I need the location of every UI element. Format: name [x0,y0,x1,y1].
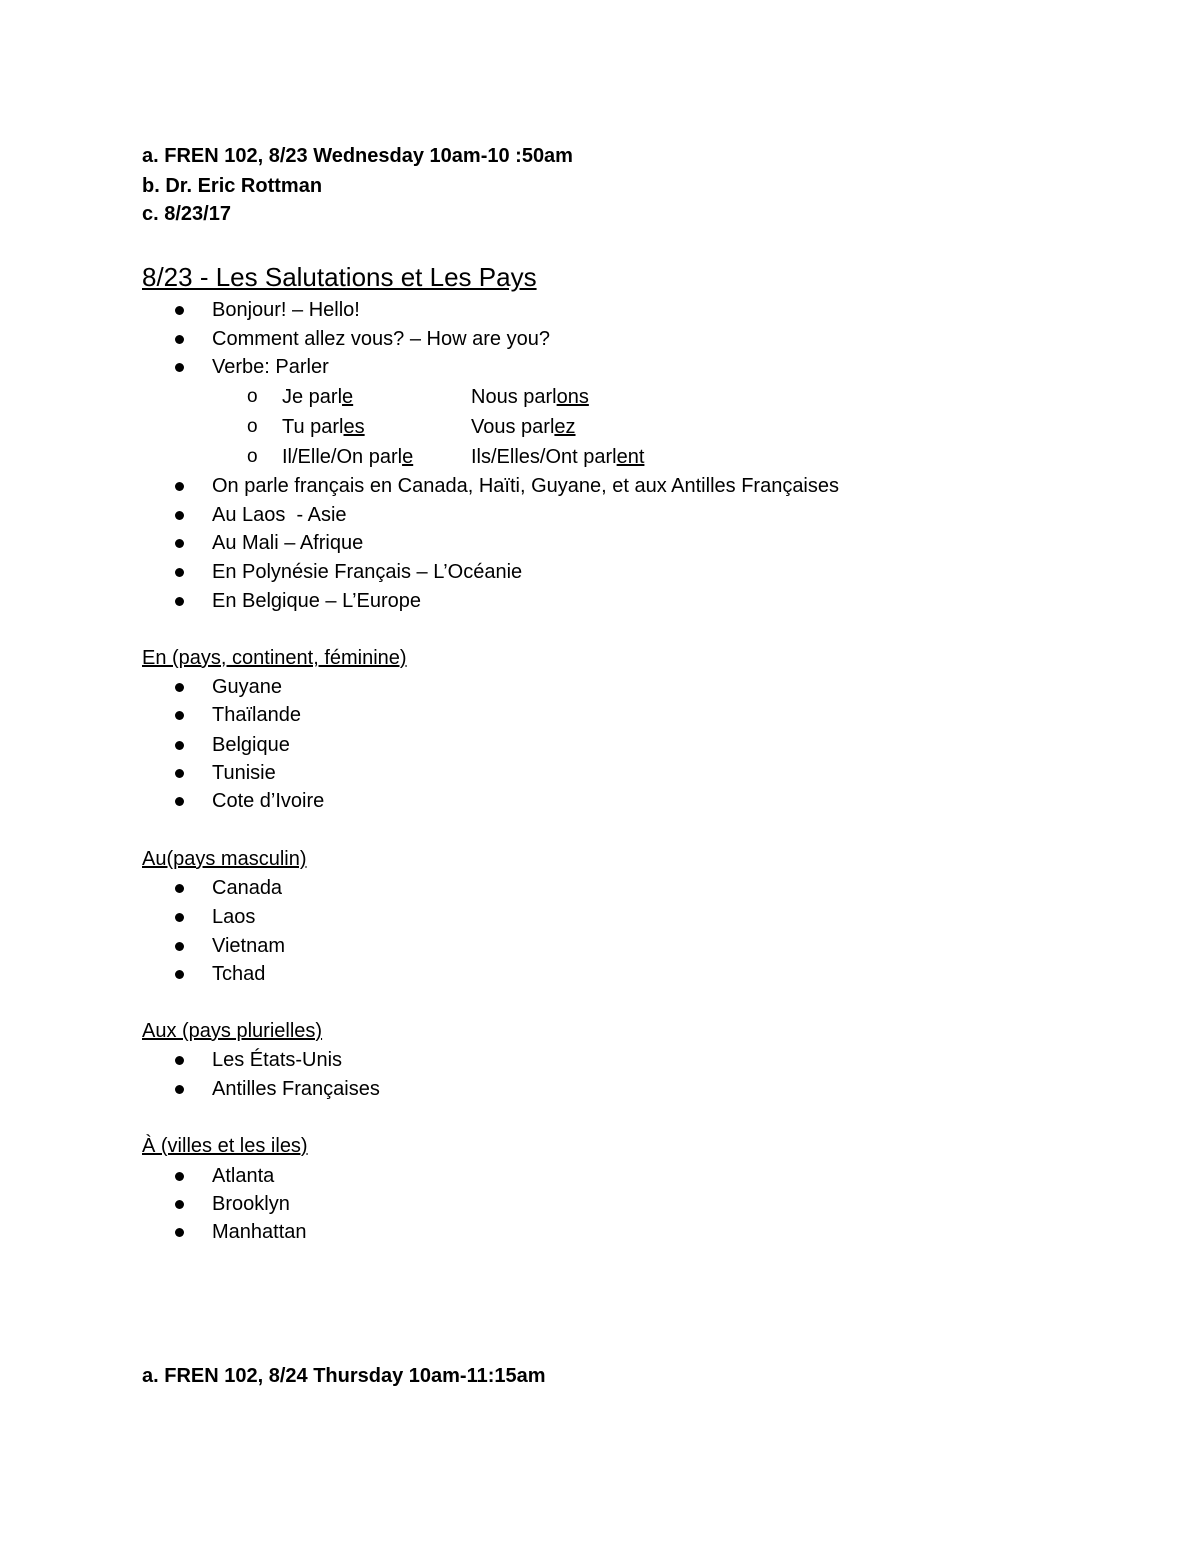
conjugation-stem: Je parl [282,386,343,408]
list-item-text: Guyane [212,676,283,698]
bullet-icon [175,1200,184,1209]
list-item-text: Brooklyn [212,1193,290,1215]
conjugation-ending: e [342,386,354,408]
sub-bullet-marker: o [247,416,258,437]
conjugation-plural [471,385,589,409]
bullet-icon [175,741,184,750]
bullet-icon [175,711,184,720]
conjugation-singular [282,385,353,409]
list-item-text: Laos [212,906,256,928]
bullet-icon [175,539,184,548]
conjugation-stem: Tu parl [282,416,344,438]
header-course-line: a. FREN 102, 8/23 Wednesday 10am-10 :50am [142,145,573,167]
conjugation-ending: e [402,446,414,468]
list-item-text: Au Mali – Afrique [212,532,364,554]
conjugation-stem: Il/Elle/On parl [282,446,403,468]
bullet-icon [175,1085,184,1094]
list-item-text: Les États-Unis [212,1049,343,1071]
list-item-text: Vietnam [212,935,286,957]
bullet-icon [175,568,184,577]
conjugation-singular [282,415,365,439]
list-item-text: Tchad [212,963,266,985]
sub-bullet-marker: o [247,386,258,407]
list-item-text: Thaïlande [212,704,301,726]
conjugation-ending: es [343,416,365,438]
bullet-icon [175,683,184,692]
list-item-text: Tunisie [212,762,276,784]
list-item-text: Verbe: Parler [212,356,329,378]
list-item-text: Comment allez vous? – How are you? [212,328,550,350]
section-title: 8/23 - Les Salutations et Les Pays [142,262,537,292]
bullet-icon [175,913,184,922]
list-item-text: En Belgique – L’Europe [212,590,422,612]
list-item-text: Canada [212,877,283,899]
sub-bullet-marker: o [247,446,258,467]
conjugation-stem: Vous parl [471,416,555,438]
list-item-text: Au Laos - Asie [212,504,347,526]
conjugation-plural [471,415,576,439]
bullet-icon [175,1228,184,1237]
list-item-text: En Polynésie Français – L’Océanie [212,561,523,583]
bullet-icon [175,797,184,806]
group-heading-aux: Aux (pays plurielles) [142,1020,323,1042]
bullet-icon [175,942,184,951]
list-item-text: Antilles Françaises [212,1078,380,1100]
header-instructor-line: b. Dr. Eric Rottman [142,175,323,197]
header-date-line: c. 8/23/17 [142,203,231,225]
bullet-icon [175,335,184,344]
bullet-icon [175,482,184,491]
conjugation-ending: ez [554,416,576,438]
bullet-icon [175,1172,184,1181]
group-heading-au: Au(pays masculin) [142,848,307,870]
conjugation-plural [471,445,644,469]
list-item-text: Bonjour! – Hello! [212,299,360,321]
list-item-text: Atlanta [212,1165,275,1187]
bullet-icon [175,597,184,606]
conjugation-stem: Nous parl [471,386,557,408]
bullet-icon [175,306,184,315]
group-heading-en: En (pays, continent, féminine) [142,647,407,669]
list-item-text: Belgique [212,734,290,756]
bullet-icon [175,769,184,778]
list-item-text: Manhattan [212,1221,307,1243]
conjugation-singular [282,445,413,469]
next-entry-course-line: a. FREN 102, 8/24 Thursday 10am-11:15am [142,1365,546,1387]
group-heading-a: À (villes et les iles) [142,1135,308,1157]
list-item-text: Cote d’Ivoire [212,790,325,812]
bullet-icon [175,1056,184,1065]
list-item-text: On parle français en Canada, Haïti, Guyane, et aux Antilles Françaises [212,475,840,497]
bullet-icon [175,970,184,979]
conjugation-ending: ent [616,446,645,468]
bullet-icon [175,884,184,893]
conjugation-stem: Ils/Elles/Ont parl [471,446,617,468]
bullet-icon [175,363,184,372]
bullet-icon [175,511,184,520]
conjugation-ending: ons [556,386,589,408]
